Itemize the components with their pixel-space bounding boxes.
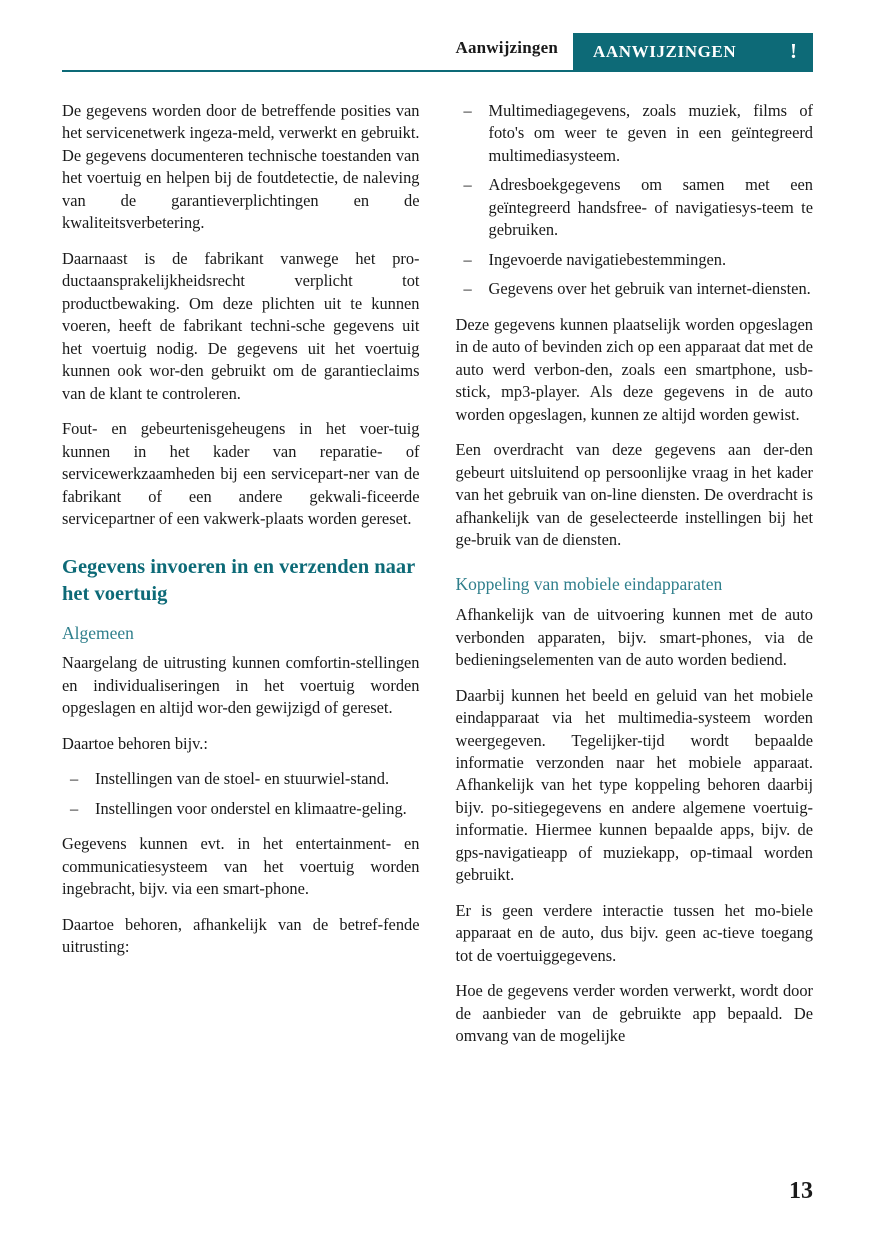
- page-header: [62, 34, 813, 70]
- left-column: [62, 100, 420, 1061]
- list-item: [62, 798, 420, 820]
- paragraph: De gegevens worden door de betreffende posities van het servicenetwerk ingeza-meld, verwerkt en gebruikt. De gegevens documenteren technische toestanden van het voertuig en helpen bij de foutdetectie, de naleving van de garantieverplichtingen en de kwaliteitsverbetering.: [62, 101, 420, 233]
- paragraph: Daartoe behoren, afhankelijk van de betref-fende uitrusting:: [62, 914, 420, 957]
- list-item-text: Instellingen van de stoel- en stuurwiel-stand.: [95, 769, 390, 789]
- dash-icon: –: [463, 249, 472, 269]
- paragraph: Afhankelijk van de uitvoering kunnen met de auto verbonden apparaten, bijv. smart-phones, via de bedieningselementen van de auto worden bediend.: [455, 605, 813, 670]
- dash-icon: –: [70, 798, 79, 818]
- list-item: [62, 768, 420, 790]
- paragraph: Daarnaast is de fabrikant vanwege het pro-ductaansprakelijkheidsrecht verplicht tot productbewaking. Om deze plichten uit te kunnen voeren, heeft de fabrikant techni-sche gegevens uit het voertuig nodig. De gegevens uit het voertuig kunnen ook wor-den gebruikt om de garantieclaims van de klant te controleren.: [62, 248, 420, 403]
- header-title: Aanwijzingen: [455, 38, 558, 57]
- list-item-text: Multimediagegevens, zoals muziek, films of foto's om weer te geven in een geïntegreerd multimediasysteem.: [488, 101, 813, 165]
- list-item: [456, 100, 814, 167]
- content-columns: [62, 100, 813, 1061]
- list-item-text: Adresboekgegevens om samen met een geïntegreerd handsfree- of navigatiesys-teem te gebruiken.: [488, 175, 813, 240]
- list-item: [456, 174, 814, 241]
- subsection-heading: Koppeling van mobiele eindapparaten: [455, 574, 723, 595]
- dash-icon: –: [463, 175, 472, 195]
- dash-icon: –: [463, 279, 472, 299]
- bullet-list: [456, 100, 814, 301]
- right-column: [456, 100, 814, 1061]
- paragraph: Er is geen verdere interactie tussen het mo-biele apparaat en de auto, dus bijv. geen ac-tieve toegang tot de voertuiggegevens.: [455, 900, 813, 965]
- paragraph: Een overdracht van deze gegevens aan der-den gebeurt uitsluitend op persoonlijke vraag in het kader van het gebruik van on-line diensten. De overdracht is afhankelijk van de geselecteerde instellingen bij het ge-bruik van de diensten.: [455, 440, 813, 549]
- list-item-text: Ingevoerde navigatiebestemmingen.: [488, 249, 727, 269]
- paragraph: Deze gegevens kunnen plaatselijk worden opgeslagen in de auto of bevinden zich op een apparaat dat met de auto werd verbon-den, zoals een smartphone, usb-stick, mp3-player. Als deze gegevens in de auto worden opgeslagen, kunnen ze altijd worden gewist.: [455, 314, 813, 424]
- paragraph: Hoe de gegevens verder worden verwerkt, wordt door de aanbieder van de gebruikte app bepaald. De omvang van de mogelijke: [455, 981, 813, 1046]
- list-item-text: Gegevens over het gebruik van internet-diensten.: [488, 279, 811, 299]
- section-heading: Gegevens invoeren in en verzenden naar het voertuig: [62, 556, 415, 606]
- chapter-tab-label: AANWIJZINGEN: [593, 42, 737, 61]
- paragraph: Daarbij kunnen het beeld en geluid van het mobiele eindapparaat via het multimedia-systeem worden weergegeven. Tegelijker-tijd wordt bepaalde informatie verzonden naar het mobiele apparaat. Afhankelijk van het type koppeling behoren daarbij bijv. po-sitiegegevens en andere algemene voertuig-informatie. Hiermee kunnen bepaalde apps, bijv. de gps-navigatieapp of muziekapp, op-timaal worden gebruikt.: [455, 685, 813, 885]
- paragraph: Fout- en gebeurtenisgeheugens in het voer-tuig kunnen in het kader van reparatie- of servicewerkzaamheden bij een servicepart-ner van de fabrikant of een andere gekwali-ficeerde servicepartner of een vakwerk-plaats worden gereset.: [62, 419, 420, 528]
- page-number: 13: [789, 1178, 813, 1204]
- list-item: [456, 278, 814, 300]
- list-item-text: Instellingen voor onderstel en klimaatre-geling.: [95, 798, 407, 818]
- dash-icon: –: [463, 101, 472, 120]
- subsection-heading: Algemeen: [62, 622, 134, 643]
- paragraph: Daartoe behoren bijv.:: [62, 733, 208, 753]
- paragraph: Gegevens kunnen evt. in het entertainment- en communicatiesysteem van het voertuig worden ingebracht, bijv. via een smart-phone.: [62, 834, 420, 899]
- bullet-list: [62, 768, 420, 820]
- paragraph: Naargelang de uitrusting kunnen comfortin-stellingen en individualiseringen in het voertuig worden opgeslagen en altijd wor-den gewijzigd of gereset.: [62, 653, 420, 718]
- list-item: [456, 249, 814, 271]
- chapter-tab: [573, 33, 813, 71]
- dash-icon: –: [70, 769, 79, 789]
- exclamation-icon: !: [790, 38, 797, 63]
